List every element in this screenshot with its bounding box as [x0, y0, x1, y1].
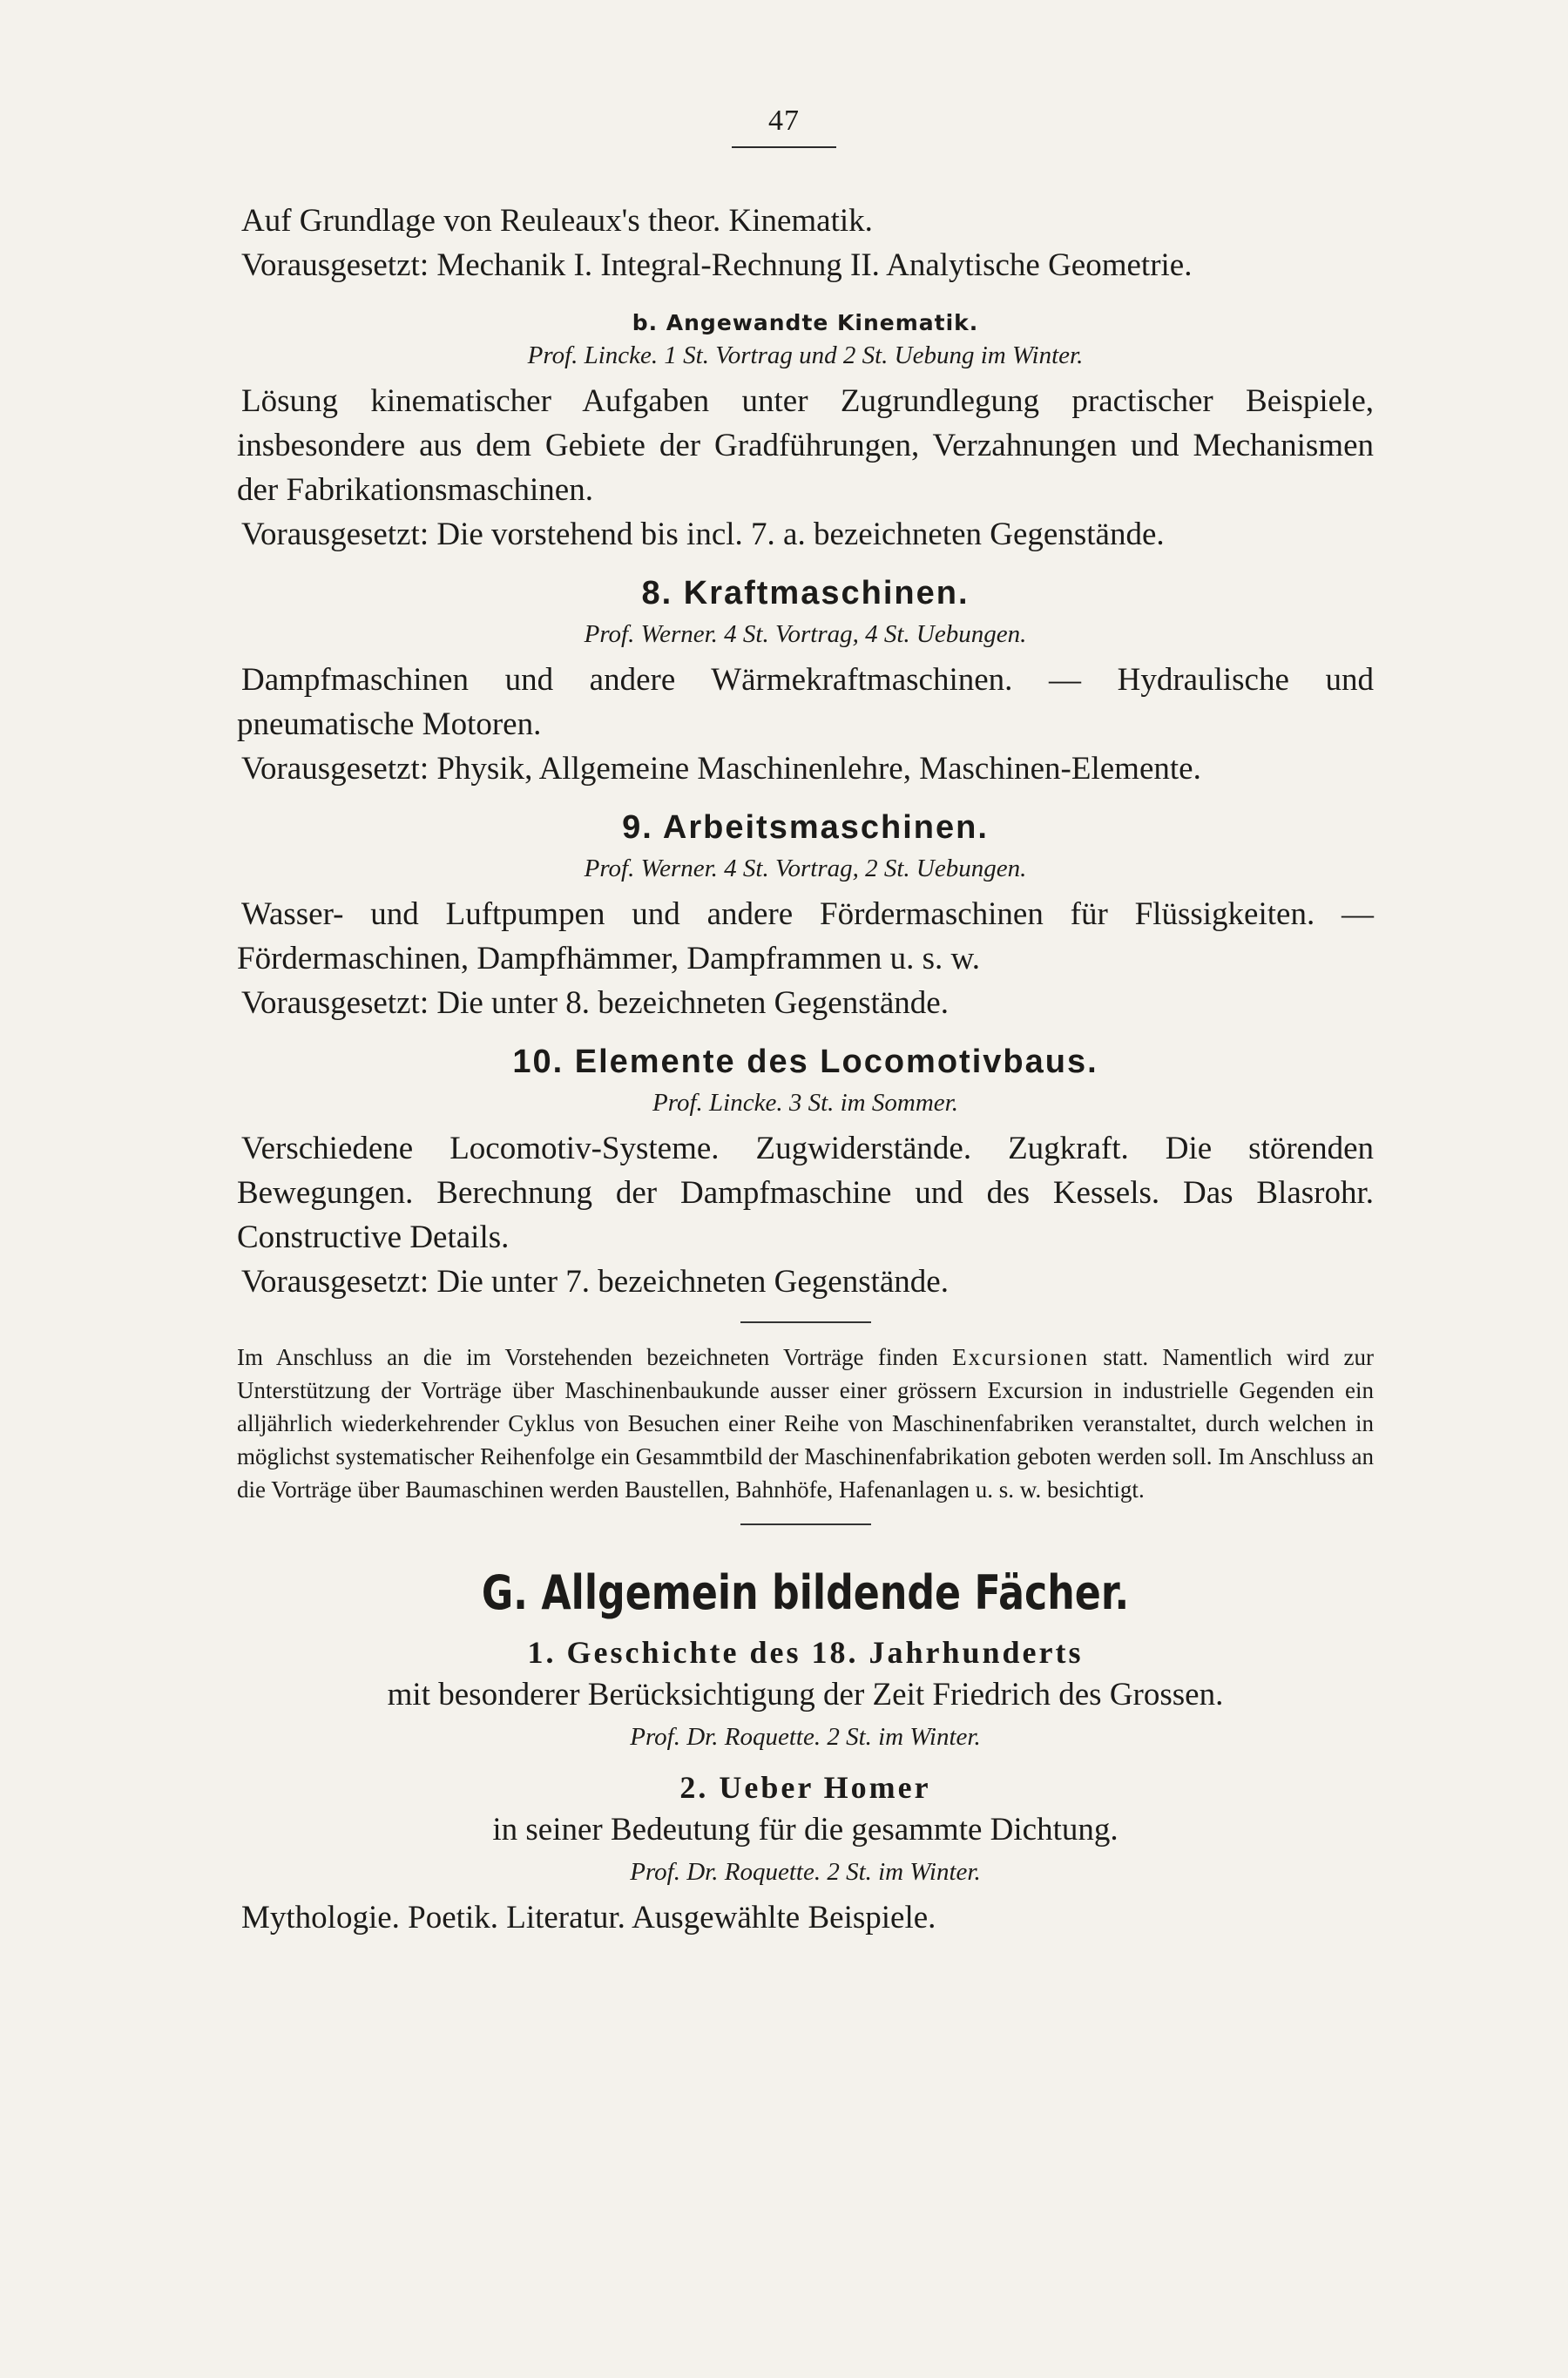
g-section-2-body: Mythologie. Poetik. Literatur. Ausgewählte Beispiele.	[241, 1900, 936, 1936]
main-content	[237, 199, 1374, 1940]
page-number-block	[0, 105, 1568, 148]
part-g-heading: G. Allgemein bildende Fächer.	[481, 1565, 1130, 1620]
g-section-2-lecturer: Prof. Dr. Roquette. 2 St. im Winter.	[630, 1858, 981, 1886]
excursions-note-part-2: statt. Namentlich wird zur Unterstützung der Vorträge über Maschinenbaukunde ausser einer grössern Excursion in industrielle Gegenden ein alljährlich wiederkehrender Cyklus von Besuchen einer Reihe von Maschinenfabriken veranstaltet, durch welchen in möglichst systematischer Reihenfolge ein Gesammtbild der Maschinenfabrikation geboten werden soll. Im Anschluss an die Vorträge über Baumaschinen werden Baustellen, Bahnhöfe, Hafenanlagen u. s. w. besichtigt.	[237, 1344, 1375, 1503]
g-section-2-heading: 2. Ueber Homer	[679, 1770, 931, 1805]
section-10-body: Verschiedene Locomotiv-Systeme. Zugwiderstände. Zugkraft. Die störenden Bewegungen. Berechnung der Dampfmaschine und des Kessels. Das Blasrohr. Constructive Details.	[237, 1131, 1374, 1255]
section-divider	[740, 1321, 871, 1323]
section-9-body: Wasser- und Luftpumpen und andere Fördermaschinen für Flüssigkeiten. — Fördermaschinen, Dampfhämmer, Dampframmen u. s. w.	[237, 896, 1374, 976]
excursions-note	[237, 1341, 1374, 1506]
section-10-prerequisites: Vorausgesetzt: Die unter 7. bezeichneten Gegenstände.	[241, 1264, 949, 1300]
section-9-heading: 9. Arbeitsmaschinen.	[622, 809, 989, 846]
section-9-prerequisites: Vorausgesetzt: Die unter 8. bezeichneten Gegenstände.	[241, 985, 949, 1021]
section-7b-body: Lösung kinematischer Aufgaben unter Zugrundlegung practischer Beispiele, insbesondere aus dem Gebiete der Gradführungen, Verzahnungen und Mechanismen der Fabrikationsmaschinen.	[237, 383, 1374, 508]
section-7b-heading: b. Angewandte Kinematik.	[632, 310, 979, 335]
section-10-lecturer: Prof. Lincke. 3 St. im Sommer.	[652, 1089, 958, 1117]
excursions-keyword: Excursionen	[952, 1344, 1090, 1370]
section-10-heading: 10. Elemente des Locomotivbaus.	[512, 1044, 1098, 1080]
section-8-lecturer: Prof. Werner. 4 St. Vortrag, 4 St. Uebungen.	[584, 620, 1027, 648]
section-7a-line-1: Auf Grundlage von Reuleaux's theor. Kinematik.	[241, 203, 873, 239]
page-number: 47	[768, 105, 800, 137]
section-8-prerequisites: Vorausgesetzt: Physik, Allgemeine Maschinenlehre, Maschinen-Elemente.	[241, 751, 1201, 787]
section-7a-prerequisites: Vorausgesetzt: Mechanik I. Integral-Rechnung II. Analytische Geometrie.	[241, 247, 1193, 283]
section-7b-prerequisites: Vorausgesetzt: Die vorstehend bis incl. 7. a. bezeichneten Gegenstände.	[241, 517, 1165, 552]
part-divider	[740, 1523, 871, 1525]
page-number-rule	[732, 146, 836, 148]
section-7b-lecturer: Prof. Lincke. 1 St. Vortrag und 2 St. Uebung im Winter.	[527, 341, 1084, 369]
g-section-1-lecturer: Prof. Dr. Roquette. 2 St. im Winter.	[630, 1723, 981, 1751]
g-section-2-subtitle: in seiner Bedeutung für die gesammte Dichtung.	[492, 1812, 1119, 1848]
section-9-lecturer: Prof. Werner. 4 St. Vortrag, 2 St. Uebungen.	[584, 855, 1027, 882]
g-section-1-heading: 1. Geschichte des 18. Jahrhunderts	[527, 1635, 1084, 1670]
g-section-1-subtitle: mit besonderer Berücksichtigung der Zeit Friedrich des Grossen.	[387, 1677, 1224, 1713]
section-8-heading: 8. Kraftmaschinen.	[641, 575, 970, 611]
section-8-body: Dampfmaschinen und andere Wärmekraftmaschinen. — Hydraulische und pneumatische Motoren.	[237, 662, 1374, 742]
excursions-note-part-1: Im Anschluss an die im Vorstehenden bezeichneten Vorträge finden	[237, 1344, 953, 1370]
